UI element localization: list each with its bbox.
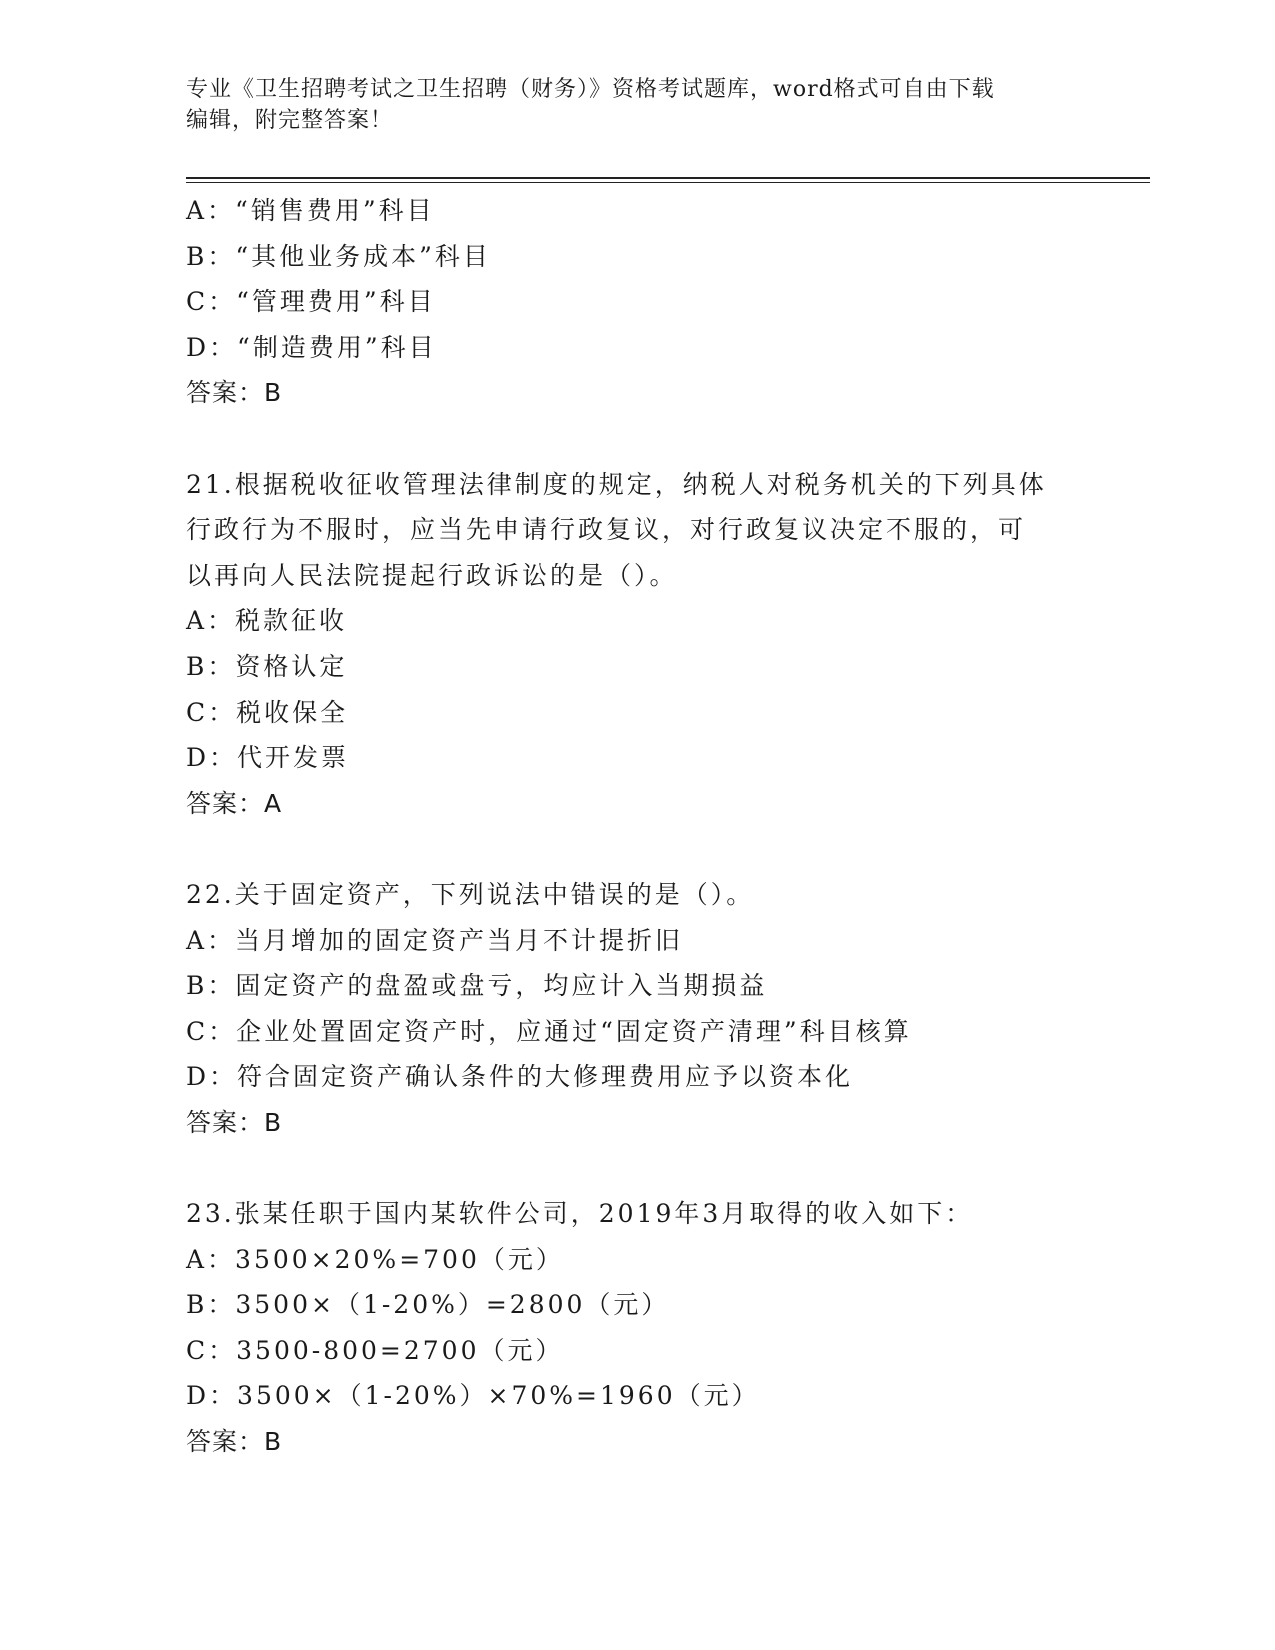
option-b: B：固定资产的盘盈或盘亏，均应计入当期损益 — [186, 971, 768, 1001]
question-22-block — [186, 872, 1086, 1146]
question-text-line: 行政行为不服时，应当先申请行政复议，对行政复议决定不服的，可 — [186, 515, 1027, 545]
option-c: C：“管理费用”科目 — [186, 287, 436, 317]
spacer — [186, 826, 1086, 872]
answer-line: 答案：B — [186, 1427, 283, 1457]
option-b: B：3500×（1-20%）=2800（元） — [186, 1290, 670, 1320]
option-a: A：税款征收 — [186, 606, 348, 636]
question-text-line: 21.根据税收征收管理法律制度的规定，纳税人对税务机关的下列具体 — [186, 469, 1047, 499]
answer-line: 答案：B — [186, 1107, 283, 1137]
spacer — [186, 416, 1086, 462]
option-d: D：代开发票 — [186, 743, 350, 773]
option-d: D：3500×（1-20%）×70%=1960（元） — [186, 1381, 760, 1411]
question-21-block — [186, 462, 1086, 827]
header-line-2: 编辑，附完整答案！ — [186, 108, 394, 133]
answer-line: 答案：A — [186, 788, 283, 818]
option-b: B：资格认定 — [186, 651, 348, 681]
question-23-block — [186, 1191, 1086, 1465]
option-d: D：符合固定资产确认条件的大修理费用应予以资本化 — [186, 1062, 854, 1092]
option-c: C：税收保全 — [186, 697, 349, 727]
option-c: C：3500-800=2700（元） — [186, 1335, 564, 1365]
question-20-block — [186, 188, 1086, 416]
question-text-line: 23.张某任职于国内某软件公司，2019年3月取得的收入如下： — [186, 1199, 974, 1229]
option-a: A：“销售费用”科目 — [186, 196, 435, 225]
option-c: C：企业处置固定资产时，应通过“固定资产清理”科目核算 — [186, 1016, 912, 1046]
option-b: B：“其他业务成本”科目 — [186, 241, 491, 271]
option-a: A：当月增加的固定资产当月不计提折旧 — [186, 925, 684, 955]
option-d: D：“制造费用”科目 — [186, 332, 437, 362]
question-text-line: 22.关于固定资产，下列说法中错误的是（）。 — [186, 879, 755, 909]
question-text-line: 以再向人民法院提起行政诉讼的是（）。 — [186, 560, 678, 590]
document-body — [186, 188, 1086, 1465]
spacer — [186, 1145, 1086, 1191]
header-rule-thin — [186, 182, 1150, 183]
answer-line: 答案：B — [186, 378, 283, 408]
document-header — [186, 74, 1066, 136]
option-a: A：3500×20%=700（元） — [186, 1244, 564, 1274]
header-rule-thick — [186, 177, 1150, 179]
header-line-1: 专业《卫生招聘考试之卫生招聘（财务）》资格考试题库，word格式可自由下载 — [186, 77, 995, 102]
